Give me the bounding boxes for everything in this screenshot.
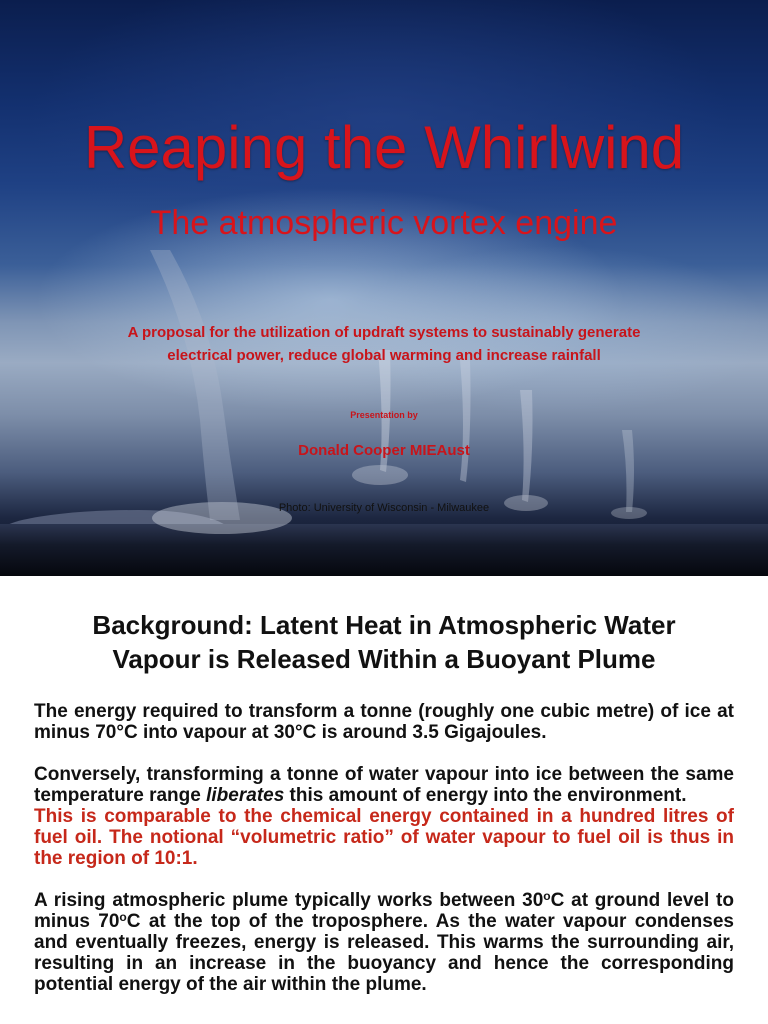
waterspout bbox=[150, 250, 240, 520]
slide-heading bbox=[24, 608, 744, 676]
heading-line: Background: Latent Heat in Atmospheric Water bbox=[92, 610, 676, 640]
text-run: C at the top of the troposphere. As the water vapour condenses and eventually freezes, energy is released. This warms the surrounding air, resulting in an increase in the buoyancy and hence the corresponding potential energy of the air within the plume. bbox=[34, 911, 734, 995]
paragraph-energy: The energy required to transform a tonne (roughly one cubic metre) of ice at minus 70°C into vapour at 30°C is around 3.5 Gigajoules. bbox=[34, 701, 734, 743]
slide-subtitle: The atmospheric vortex engine bbox=[150, 204, 618, 242]
paragraph-plume bbox=[34, 890, 734, 995]
text-run: this amount of energy into the environment. bbox=[284, 785, 687, 806]
paragraph-conversely bbox=[34, 764, 734, 806]
background-slide bbox=[0, 576, 768, 1024]
emphasis-liberates: liberates bbox=[206, 785, 285, 806]
proposal-line: A proposal for the utilization of updraft systems to sustainably generate bbox=[127, 324, 641, 341]
text-run: C at ground level to minus 70 bbox=[34, 890, 734, 932]
heading-line: Vapour is Released Within a Buoyant Plume bbox=[112, 644, 656, 674]
spray bbox=[352, 465, 408, 485]
text-run: A rising atmospheric plume typically works between 30 bbox=[34, 890, 544, 911]
proposal-line: electrical power, reduce global warming and increase rainfall bbox=[167, 347, 601, 364]
presented-by-label: Presentation by bbox=[350, 410, 418, 420]
photo-credit: Photo: University of Wisconsin - Milwaukee bbox=[278, 502, 490, 514]
slide-title: Reaping the Whirlwind bbox=[83, 114, 685, 181]
author-name: Donald Cooper MIEAust bbox=[298, 442, 470, 459]
proposal-text bbox=[60, 321, 708, 367]
text-run: Conversely, transforming a tonne of water vapour into ice between the same temperature range bbox=[34, 764, 734, 806]
degree-superscript: o bbox=[543, 889, 551, 903]
degree-superscript: o bbox=[119, 910, 127, 924]
paragraph-comparison: This is comparable to the chemical energy contained in a hundred litres of fuel oil. The notional “volumetric ratio” of water vapour to fuel oil is thus in the region of 10:1. bbox=[34, 806, 734, 869]
slide-body bbox=[34, 701, 734, 995]
